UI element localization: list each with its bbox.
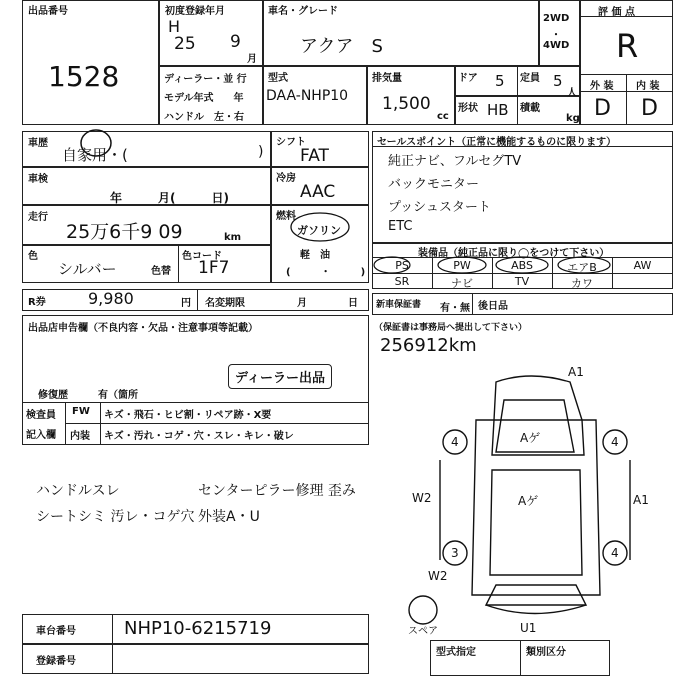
post-item-label: 後日品 — [478, 301, 508, 312]
equip-airbag: エアB — [567, 261, 597, 274]
color-code: 1F7 — [198, 258, 230, 278]
grade-value: R — [616, 27, 639, 65]
mark-a1-top: A1 — [568, 365, 584, 379]
remark-1b: センターピラー修理 歪み — [198, 483, 356, 499]
remark-2b: 外装A・U — [198, 509, 260, 525]
car-name-label: 車名・グレード — [268, 6, 338, 17]
remark-1a: ハンドルスレ — [36, 483, 120, 499]
dealer-line1: ディーラー・並 行 — [164, 74, 247, 85]
dealer-line3: ハンドル 左・右 — [164, 112, 244, 123]
drive-dot: ・ — [551, 30, 561, 41]
drive-2wd: 2WD — [543, 13, 570, 24]
history-circle-mark — [78, 127, 118, 159]
entry-label: 記入欄 — [26, 430, 56, 441]
recycle-label: R券 — [28, 297, 46, 308]
color-code-label: 色コード — [182, 251, 222, 262]
spare-label: スペア — [408, 626, 438, 637]
equipment-label: 装備品（純正品に限り◯をつけて下さい） — [418, 248, 610, 259]
ac-value: AAC — [300, 182, 336, 202]
equip-navi: ナビ — [451, 277, 473, 290]
dealer-stamp: ディーラー出品 — [228, 364, 332, 389]
recycle-unit: 円 — [181, 298, 191, 309]
registration-era: H — [168, 17, 181, 36]
class-label: 類別区分 — [526, 647, 566, 658]
drive-4wd: 4WD — [543, 40, 570, 51]
selling-line-4: ETC — [388, 219, 413, 234]
mark-body: Aゲ — [518, 494, 539, 508]
lot-label: 出品番号 — [28, 6, 68, 17]
ac-label: 冷房 — [276, 173, 296, 184]
mark-tire-rr: 4 — [611, 546, 619, 560]
exterior-grade: D — [594, 96, 611, 121]
equip-ps: PS — [395, 259, 409, 272]
selling-line-2: バックモニター — [388, 177, 480, 192]
inspection-text: 年 月( 日) — [110, 191, 229, 205]
mark-u1: U1 — [520, 621, 537, 635]
fuel-value: ガソリン — [297, 224, 341, 237]
fuel-paren: ( ・ ) — [286, 267, 366, 278]
equip-abs: ABS — [511, 259, 533, 272]
mileage-value: 25万6千9 09 — [66, 221, 183, 243]
mark-tire-fl: 4 — [451, 435, 459, 449]
shape-label: 形状 — [458, 103, 478, 114]
shift-value: FAT — [300, 146, 329, 166]
selling-line-1: 純正ナビ、フルセグTV — [388, 154, 522, 169]
fw-items: キズ・飛石・ヒビ割・リペア跡・X要 — [104, 410, 272, 421]
engine-label: 排気量 — [372, 73, 402, 84]
interior-check-label: 内装 — [70, 431, 90, 442]
shape-value: HB — [487, 101, 509, 119]
equipment-circle-marks — [372, 255, 673, 275]
warranty-label: 新車保証書 — [376, 300, 422, 310]
name-change-label: 名変期限 — [205, 298, 245, 309]
remark-2a: シートシミ 汚レ・コゲ穴 — [36, 509, 195, 525]
warranty-note: （保証書は事務局へ提出して下さい） — [374, 323, 528, 333]
diesel-label: 軽 油 — [300, 250, 330, 261]
history-value: 自家用・( — [62, 146, 128, 164]
selling-line-3: プッシュスタート — [388, 200, 491, 215]
mark-w2-bottom: W2 — [428, 569, 448, 583]
repaint-label: 色替 — [151, 266, 171, 277]
shift-label: シフト — [276, 137, 306, 148]
inspection-label: 車検 — [28, 174, 48, 185]
mark-tire-fr: 4 — [611, 435, 619, 449]
interior-label: 内 装 — [636, 81, 660, 92]
report-label: 出品店申告欄（不良内容・欠品・注意事項等記載） — [28, 323, 258, 334]
engine-value: 1,500 — [382, 94, 431, 114]
registration-year: 25 — [174, 34, 196, 54]
inspector-label: 検査員 — [26, 410, 56, 421]
chassis-label: 車台番号 — [36, 626, 76, 637]
mark-roof: Aゲ — [520, 431, 541, 445]
equip-aw: AW — [633, 259, 652, 272]
fuel-circle-mark — [288, 210, 352, 244]
mileage-unit: km — [224, 232, 242, 243]
interior-items: キズ・汚れ・コゲ・穴・スレ・キレ・破レ — [104, 431, 294, 442]
fw-label: FW — [72, 406, 90, 417]
repair-history: 修復歴 有（箇所 — [38, 390, 138, 401]
equip-sr: SR — [394, 275, 410, 288]
load-label: 積載 — [520, 103, 540, 114]
doors-value: 5 — [495, 72, 505, 90]
recycle-value: 9,980 — [88, 289, 134, 308]
odometer-note: 256912km — [380, 335, 477, 356]
mark-tire-rl: 3 — [451, 546, 459, 560]
load-unit: kg — [566, 113, 580, 124]
capacity-label: 定員 — [520, 73, 540, 84]
history-box — [22, 131, 271, 167]
selling-label: セールスポイント（正常に機能するものに限ります） — [377, 137, 617, 148]
car-type-label: 型式 — [268, 73, 288, 84]
fuel-label: 燃料 — [276, 211, 296, 222]
history-close: ) — [258, 144, 264, 160]
plate-label: 登録番号 — [36, 656, 76, 667]
capacity-unit: 人 — [567, 88, 577, 99]
capacity-value: 5 — [553, 72, 563, 90]
dealer-line2: モデル年式 年 — [164, 93, 244, 104]
exterior-label: 外 装 — [590, 81, 614, 92]
car-damage-diagram — [400, 360, 680, 640]
registration-month-unit: 月 — [247, 54, 257, 65]
lot-number: 1528 — [48, 60, 120, 93]
color-label: 色 — [28, 251, 38, 262]
equip-tv: TV — [514, 275, 530, 288]
engine-unit: cc — [437, 111, 449, 122]
chassis-value: NHP10-6215719 — [124, 618, 272, 639]
car-name: アクア S — [300, 36, 383, 57]
name-change-month: 月 — [297, 298, 307, 309]
mark-a1-right: A1 — [633, 493, 649, 507]
equip-pw: PW — [453, 259, 471, 272]
car-type: DAA-NHP10 — [266, 88, 349, 104]
interior-grade: D — [641, 96, 658, 121]
mark-w2-left: W2 — [412, 491, 432, 505]
mileage-label: 走行 — [28, 212, 48, 223]
registration-month: 9 — [230, 32, 241, 52]
equip-leather: カワ — [571, 277, 593, 290]
recycle-box — [22, 289, 369, 311]
grade-label: 評 価 点 — [598, 7, 635, 18]
doors-label: ドア — [458, 73, 478, 84]
color-value: シルバー — [58, 260, 117, 278]
model-spec-label: 型式指定 — [436, 647, 476, 658]
registration-label: 初度登録年月 — [165, 6, 225, 17]
history-label: 車歴 — [28, 138, 48, 149]
warranty-value: 有・無 — [440, 303, 470, 314]
name-change-day: 日 — [348, 298, 358, 309]
